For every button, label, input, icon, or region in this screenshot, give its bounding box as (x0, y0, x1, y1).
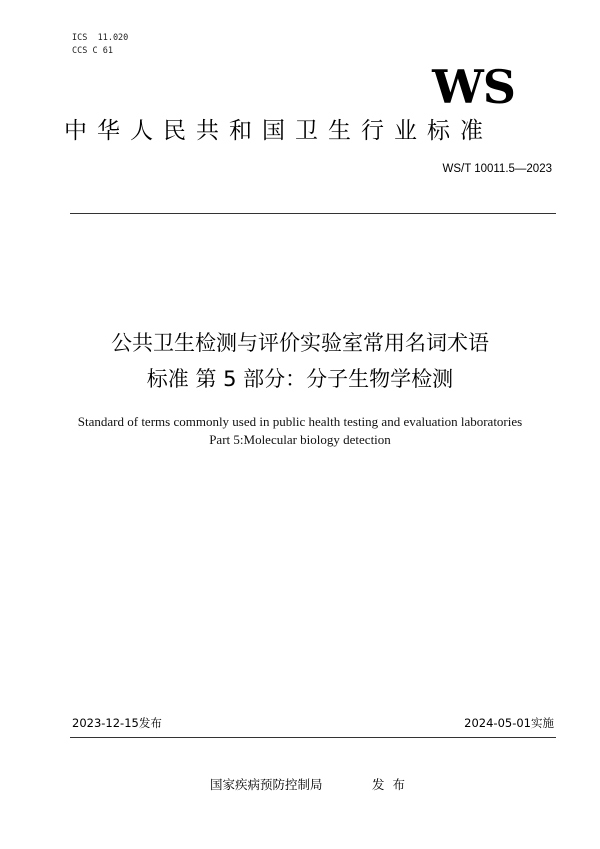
issue-date: 2023-12-15发布 (72, 716, 162, 730)
standard-number: WS/T 10011.5—2023 (442, 163, 552, 175)
ccs-code: CCS C 61 (72, 46, 113, 56)
ics-code: ICS 11.020 (72, 33, 129, 43)
implementation-date: 2024-05-01实施 (464, 716, 554, 730)
chinese-title-line-1: 公共卫生检测与评价实验室常用名词术语 (111, 331, 489, 355)
issuing-authority: 国家疾病预防控制局 (210, 777, 323, 792)
top-divider (70, 213, 556, 214)
chinese-title-line-2: 标准 第 5 部分：分子生物学检测 (146, 367, 454, 391)
standard-category: 中华人民共和国卫生行业标准 (64, 118, 493, 144)
english-title-line-2: Part 5:Molecular biology detection (209, 432, 391, 447)
ws-logo: WS (432, 60, 515, 114)
english-title-line-1: Standard of terms commonly used in public health testing and evaluation laboratories (77, 414, 523, 429)
bottom-divider (70, 737, 556, 738)
issue-action: 发布 (372, 777, 414, 792)
